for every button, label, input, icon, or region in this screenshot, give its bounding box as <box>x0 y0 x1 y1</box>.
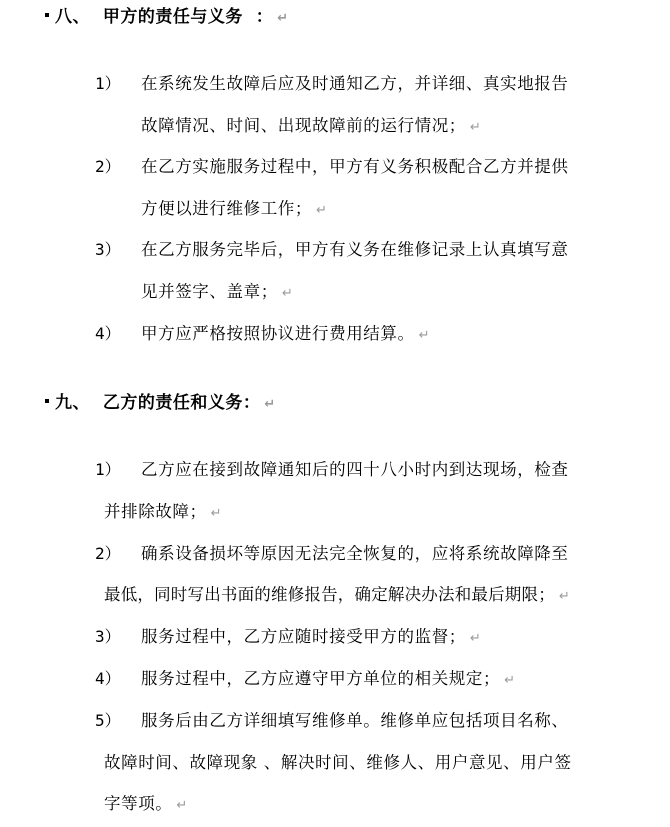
item-text-line: 故障时间、故障现象 、解决时间、维修人、用户意见、用户签 <box>104 753 572 772</box>
bullet-marker <box>45 13 49 17</box>
return-mark-icon: ↵ <box>418 328 431 343</box>
item-text-line: 在乙方实施服务过程中，甲方有义务积极配合乙方并提供 <box>141 157 569 176</box>
section-9-heading <box>45 392 276 416</box>
item-text-line: 确系设备损坏等原因无法完全恢复的，应将系统故障降至 <box>141 544 569 563</box>
return-mark-icon: ↵ <box>210 506 223 521</box>
return-mark-icon: ↵ <box>316 203 328 218</box>
item-number: 4） <box>95 324 121 343</box>
item-text-line: 字等项。 ↵ <box>104 793 188 817</box>
item-text-line: 最低，同时写出书面的维修报告，确定解决办法和最后期限； ↵ <box>104 584 570 608</box>
item-text-line: 乙方应在接到故障通知后的四十八小时内到达现场，检查 <box>141 460 569 479</box>
item-number: 1） <box>95 74 121 93</box>
section-9-number: 九、 <box>55 393 90 413</box>
return-mark-icon: ↵ <box>264 397 276 412</box>
return-mark-icon: ↵ <box>281 286 294 301</box>
item-number: 5） <box>95 711 121 730</box>
return-mark-icon: ↵ <box>469 120 482 135</box>
item-text-line: 甲方应严格按照协议进行费用结算。 ↵ <box>141 323 430 347</box>
section-8-heading <box>45 6 289 30</box>
section-8-number: 八、 <box>55 7 90 27</box>
item-number: 3） <box>95 627 121 646</box>
item-text-line: 在系统发生故障后应及时通知乙方，并详细、真实地报告 <box>141 74 569 93</box>
item-text-line: 方便以进行维修工作； ↵ <box>141 198 328 222</box>
item-number: 1） <box>95 460 121 479</box>
section-8-title: 甲方的责任与义务 <box>102 7 243 27</box>
item-text-line: 并排除故障； ↵ <box>104 501 222 525</box>
bullet-marker <box>45 399 49 403</box>
item-text-line: 服务过程中，乙方应随时接受甲方的监督； ↵ <box>141 626 481 650</box>
item-number: 3） <box>95 240 121 259</box>
return-mark-icon: ↵ <box>558 589 570 604</box>
item-text-line: 见并签字、盖章； ↵ <box>141 281 293 305</box>
return-mark-icon: ↵ <box>504 673 516 688</box>
item-number: 4） <box>95 669 121 688</box>
return-mark-icon: ↵ <box>469 631 482 646</box>
item-number: 2） <box>95 544 121 563</box>
item-text-line: 在乙方服务完毕后，甲方有义务在维修记录上认真填写意 <box>141 240 569 259</box>
item-text-line: 服务后由乙方详细填写维修单。维修单应包括项目名称、 <box>141 711 569 730</box>
section-8-colon: ： <box>255 7 274 27</box>
return-mark-icon: ↵ <box>176 798 188 813</box>
item-text-line: 故障情况、时间、出现故障前的运行情况； ↵ <box>141 115 481 139</box>
return-mark-icon: ↵ <box>277 11 289 26</box>
item-text-line: 服务过程中，乙方应遵守甲方单位的相关规定； ↵ <box>141 668 516 692</box>
section-9-title: 乙方的责任和义务： <box>102 393 261 413</box>
item-number: 2） <box>95 157 121 176</box>
